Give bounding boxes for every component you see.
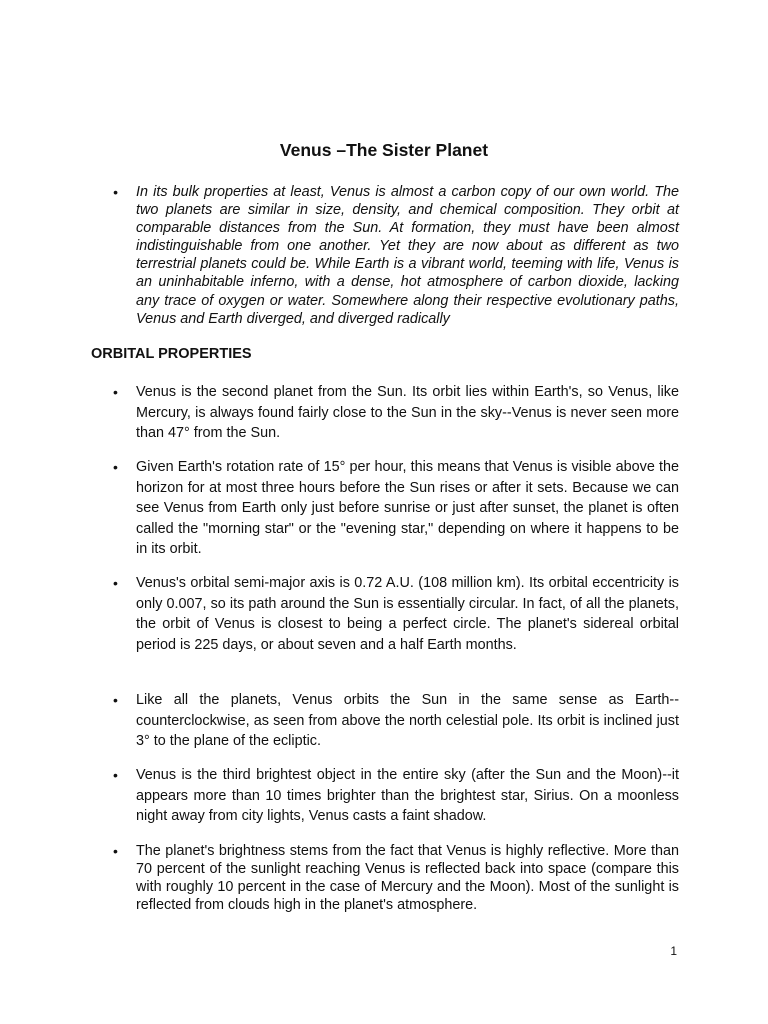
bullet-icon: • [113, 767, 118, 783]
list-item [91, 457, 679, 560]
intro-paragraph [91, 183, 679, 328]
list-item-text: The planet's brightness stems from the fact that Venus is highly reflective. More than 70 percent of the sunlight reaching Venus is reflected back into space (compare this with roughly 10 percent in the case of Mercury and the Moon). Most of the sunlight is reflected from clouds high in the planet's atmosphere. [136, 843, 679, 914]
list-item [91, 842, 679, 914]
list-item [91, 382, 679, 444]
list-item [91, 765, 679, 827]
bullet-icon: • [113, 843, 118, 859]
bullet-icon: • [113, 692, 118, 708]
bullet-icon: • [113, 384, 118, 400]
page-title: Venus –The Sister Planet [279, 140, 489, 160]
list-item-text: Like all the planets, Venus orbits the Sun in the same sense as Earth--counterclockwise, as seen from above the north celestial pole. Its orbit is inclined just 3° to the plane of the ecliptic. [136, 692, 679, 750]
list-item [91, 690, 679, 752]
bullet-icon: • [113, 184, 118, 200]
bullet-icon: • [113, 575, 118, 591]
list-item-text: Venus is the second planet from the Sun. Its orbit lies within Earth's, so Venus, like Mercury, is always found fairly close to the Sun in the sky--Venus is never seen more than 47° from the Sun. [136, 384, 679, 442]
list-item-text: Venus is the third brightest object in the entire sky (after the Sun and the Moon)--it appears more than 10 times brighter than the brightest star, Sirius. On a moonless night away from city lights, Venus casts a faint shadow. [136, 767, 679, 825]
page-number: 1 [670, 944, 677, 958]
list-item-text: Given Earth's rotation rate of 15° per hour, this means that Venus is visible above the horizon for at most three hours before the Sun rises or after it sets. Because we can see Venus from Earth only just before sunrise or just after sunset, the planet is often called the "morning star" or the "evening star," depending on where it happens to be in its orbit. [136, 459, 679, 558]
bullet-icon: • [113, 459, 118, 475]
intro-text: In its bulk properties at least, Venus is almost a carbon copy of our own world. The two planets are similar in size, density, and chemical composition. They orbit at comparable distances from the Sun. At formation, they must have been almost indistinguishable from one another. Yet they are now about as different as two terrestrial planets could be. While Earth is a vibrant world, teeming with life, Venus is an uninhabitable inferno, with a dense, hot atmosphere of carbon dioxide, lacking any trace of oxygen or water. Somewhere along their respective evolutionary paths, Venus and Earth diverged, and diverged radically [136, 184, 679, 327]
list-item [91, 573, 679, 655]
section-heading: ORBITAL PROPERTIES [91, 346, 252, 362]
list-item-text: Venus's orbital semi-major axis is 0.72 A.U. (108 million km). Its orbital eccentricity is only 0.007, so its path around the Sun is essentially circular. In fact, of all the planets, the orbit of Venus is closest to being a perfect circle. The planet's sidereal orbital period is 225 days, or about seven and a half Earth months. [136, 575, 679, 653]
